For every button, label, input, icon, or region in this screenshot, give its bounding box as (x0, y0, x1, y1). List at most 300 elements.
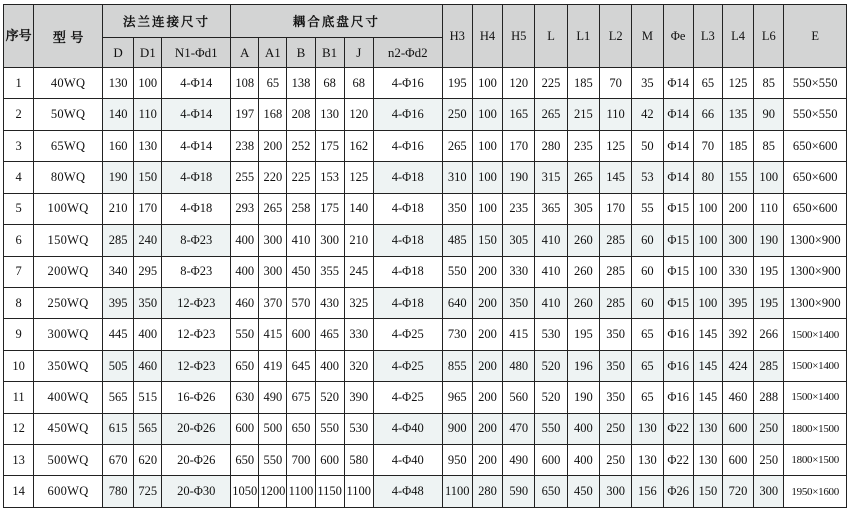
m-cell: 50 (632, 130, 663, 161)
l2-cell: 145 (599, 162, 631, 193)
b1-cell: 520 (315, 382, 344, 413)
a-cell: 108 (231, 68, 259, 99)
phi-e-cell: Φ15 (663, 225, 693, 256)
n1-phi-d1-cell: 20-Φ26 (162, 445, 231, 476)
h3-cell: 855 (442, 350, 472, 381)
e-cell: 650×600 (784, 162, 847, 193)
j-cell: 120 (344, 99, 373, 130)
e-cell: 550×550 (784, 68, 847, 99)
h5-cell: 590 (503, 476, 535, 508)
l-cell: 225 (535, 68, 567, 99)
col-header-phi-e: Φe (663, 5, 693, 68)
h4-cell: 100 (472, 162, 502, 193)
h4-cell: 100 (472, 193, 502, 224)
a1-cell: 490 (259, 382, 287, 413)
l2-cell: 285 (599, 287, 631, 318)
l-cell: 520 (535, 382, 567, 413)
a1-cell: 265 (259, 193, 287, 224)
h4-cell: 200 (472, 445, 502, 476)
model-cell: 300WQ (34, 319, 103, 350)
l3-cell: 145 (693, 350, 722, 381)
l3-cell: 100 (693, 193, 722, 224)
n1-phi-d1-cell: 4-Φ18 (162, 193, 231, 224)
h4-cell: 200 (472, 350, 502, 381)
n2-phi-d2-cell: 4-Φ18 (373, 225, 442, 256)
a1-cell: 419 (259, 350, 287, 381)
m-cell: 156 (632, 476, 663, 508)
n2-phi-d2-cell: 4-Φ40 (373, 413, 442, 444)
l3-cell: 145 (693, 319, 722, 350)
d-cell: 190 (102, 162, 133, 193)
j-cell: 320 (344, 350, 373, 381)
b-cell: 650 (287, 413, 315, 444)
l1-cell: 195 (567, 319, 599, 350)
d-cell: 445 (102, 319, 133, 350)
l1-cell: 450 (567, 476, 599, 508)
col-header-b1: B1 (315, 38, 344, 68)
model-cell: 400WQ (34, 382, 103, 413)
l1-cell: 185 (567, 68, 599, 99)
m-cell: 35 (632, 68, 663, 99)
a1-cell: 1200 (259, 476, 287, 508)
l4-cell: 460 (722, 382, 753, 413)
n1-phi-d1-cell: 12-Φ23 (162, 287, 231, 318)
seq-cell: 12 (4, 413, 34, 444)
l4-cell: 720 (722, 476, 753, 508)
h4-cell: 150 (472, 225, 502, 256)
m-cell: 55 (632, 193, 663, 224)
table-body (4, 68, 847, 508)
d1-cell: 100 (134, 68, 162, 99)
a1-cell: 550 (259, 445, 287, 476)
col-header-l1: L1 (567, 5, 599, 68)
phi-e-cell: Φ15 (663, 193, 693, 224)
a-cell: 650 (231, 445, 259, 476)
col-header-d: D (102, 38, 133, 68)
l3-cell: 65 (693, 68, 722, 99)
a1-cell: 168 (259, 99, 287, 130)
a-cell: 197 (231, 99, 259, 130)
b1-cell: 355 (315, 256, 344, 287)
b1-cell: 175 (315, 193, 344, 224)
m-cell: 53 (632, 162, 663, 193)
l-cell: 600 (535, 445, 567, 476)
b1-cell: 300 (315, 225, 344, 256)
n2-phi-d2-cell: 4-Φ25 (373, 382, 442, 413)
b1-cell: 600 (315, 445, 344, 476)
a-cell: 255 (231, 162, 259, 193)
seq-cell: 13 (4, 445, 34, 476)
b1-cell: 175 (315, 130, 344, 161)
seq-cell: 4 (4, 162, 34, 193)
n2-phi-d2-cell: 4-Φ48 (373, 476, 442, 508)
e-cell: 1800×1500 (784, 445, 847, 476)
a-cell: 460 (231, 287, 259, 318)
h3-cell: 350 (442, 193, 472, 224)
b-cell: 600 (287, 319, 315, 350)
e-cell: 1950×1600 (784, 476, 847, 508)
a1-cell: 220 (259, 162, 287, 193)
table-row (4, 193, 847, 224)
d1-cell: 400 (134, 319, 162, 350)
d1-cell: 350 (134, 287, 162, 318)
phi-e-cell: Φ16 (663, 382, 693, 413)
b1-cell: 465 (315, 319, 344, 350)
h4-cell: 200 (472, 382, 502, 413)
a1-cell: 200 (259, 130, 287, 161)
b-cell: 1100 (287, 476, 315, 508)
h5-cell: 170 (503, 130, 535, 161)
b1-cell: 550 (315, 413, 344, 444)
h3-cell: 950 (442, 445, 472, 476)
a1-cell: 370 (259, 287, 287, 318)
model-cell: 80WQ (34, 162, 103, 193)
b-cell: 700 (287, 445, 315, 476)
col-header-l3: L3 (693, 5, 722, 68)
l1-cell: 265 (567, 162, 599, 193)
l6-cell: 100 (754, 162, 784, 193)
h3-cell: 485 (442, 225, 472, 256)
h3-cell: 195 (442, 68, 472, 99)
phi-e-cell: Φ26 (663, 476, 693, 508)
b-cell: 252 (287, 130, 315, 161)
h4-cell: 200 (472, 413, 502, 444)
d1-cell: 515 (134, 382, 162, 413)
h4-cell: 200 (472, 256, 502, 287)
seq-cell: 1 (4, 68, 34, 99)
a-cell: 630 (231, 382, 259, 413)
b-cell: 675 (287, 382, 315, 413)
n2-phi-d2-cell: 4-Φ18 (373, 256, 442, 287)
d1-cell: 130 (134, 130, 162, 161)
n2-phi-d2-cell: 4-Φ16 (373, 68, 442, 99)
d1-cell: 725 (134, 476, 162, 508)
col-header-n1-phi-d1: N1-Φd1 (162, 38, 231, 68)
a1-cell: 300 (259, 256, 287, 287)
model-cell: 40WQ (34, 68, 103, 99)
m-cell: 60 (632, 225, 663, 256)
h4-cell: 100 (472, 68, 502, 99)
l3-cell: 130 (693, 413, 722, 444)
b1-cell: 1150 (315, 476, 344, 508)
l1-cell: 196 (567, 350, 599, 381)
d-cell: 285 (102, 225, 133, 256)
h3-cell: 640 (442, 287, 472, 318)
col-header-d1: D1 (134, 38, 162, 68)
a1-cell: 65 (259, 68, 287, 99)
seq-header: 序号 (4, 5, 34, 68)
l6-cell: 85 (754, 68, 784, 99)
seq-cell: 5 (4, 193, 34, 224)
j-cell: 125 (344, 162, 373, 193)
l2-cell: 170 (599, 193, 631, 224)
l2-cell: 250 (599, 413, 631, 444)
model-header: 型 号 (34, 5, 103, 68)
h3-cell: 310 (442, 162, 472, 193)
j-cell: 530 (344, 413, 373, 444)
e-cell: 1500×1400 (784, 382, 847, 413)
a1-cell: 300 (259, 225, 287, 256)
j-cell: 210 (344, 225, 373, 256)
b-cell: 450 (287, 256, 315, 287)
b1-cell: 400 (315, 350, 344, 381)
a-cell: 400 (231, 225, 259, 256)
col-header-l2: L2 (599, 5, 631, 68)
model-cell: 600WQ (34, 476, 103, 508)
d1-cell: 565 (134, 413, 162, 444)
n1-phi-d1-cell: 4-Φ18 (162, 162, 231, 193)
l2-cell: 110 (599, 99, 631, 130)
l3-cell: 100 (693, 256, 722, 287)
seq-cell: 11 (4, 382, 34, 413)
h5-cell: 415 (503, 319, 535, 350)
l6-cell: 250 (754, 445, 784, 476)
phi-e-cell: Φ14 (663, 99, 693, 130)
phi-e-cell: Φ15 (663, 287, 693, 318)
model-cell: 50WQ (34, 99, 103, 130)
l1-cell: 260 (567, 225, 599, 256)
l2-cell: 285 (599, 256, 631, 287)
phi-e-cell: Φ16 (663, 319, 693, 350)
l3-cell: 80 (693, 162, 722, 193)
b1-cell: 68 (315, 68, 344, 99)
l4-cell: 155 (722, 162, 753, 193)
j-cell: 390 (344, 382, 373, 413)
a-cell: 1050 (231, 476, 259, 508)
n1-phi-d1-cell: 20-Φ26 (162, 413, 231, 444)
h5-cell: 490 (503, 445, 535, 476)
h3-cell: 900 (442, 413, 472, 444)
l-cell: 365 (535, 193, 567, 224)
l6-cell: 285 (754, 350, 784, 381)
d1-cell: 295 (134, 256, 162, 287)
col-header-n2-phi-d2: n2-Φd2 (373, 38, 442, 68)
l1-cell: 260 (567, 256, 599, 287)
d1-cell: 170 (134, 193, 162, 224)
table-row (4, 225, 847, 256)
table-row (4, 287, 847, 318)
a-cell: 293 (231, 193, 259, 224)
table-row (4, 413, 847, 444)
d1-cell: 460 (134, 350, 162, 381)
h5-cell: 305 (503, 225, 535, 256)
m-cell: 60 (632, 256, 663, 287)
h5-cell: 470 (503, 413, 535, 444)
l-cell: 650 (535, 476, 567, 508)
m-cell: 60 (632, 287, 663, 318)
l6-cell: 90 (754, 99, 784, 130)
l-cell: 410 (535, 256, 567, 287)
b1-cell: 430 (315, 287, 344, 318)
l1-cell: 305 (567, 193, 599, 224)
m-cell: 130 (632, 413, 663, 444)
b-cell: 570 (287, 287, 315, 318)
l6-cell: 190 (754, 225, 784, 256)
n1-phi-d1-cell: 4-Φ14 (162, 68, 231, 99)
l1-cell: 400 (567, 413, 599, 444)
seq-cell: 2 (4, 99, 34, 130)
table-row (4, 382, 847, 413)
b-cell: 258 (287, 193, 315, 224)
d1-cell: 110 (134, 99, 162, 130)
m-cell: 65 (632, 382, 663, 413)
model-cell: 450WQ (34, 413, 103, 444)
seq-cell: 9 (4, 319, 34, 350)
h5-cell: 190 (503, 162, 535, 193)
n1-phi-d1-cell: 8-Φ23 (162, 225, 231, 256)
e-cell: 1300×900 (784, 256, 847, 287)
l-cell: 530 (535, 319, 567, 350)
d-cell: 670 (102, 445, 133, 476)
h5-cell: 480 (503, 350, 535, 381)
b-cell: 138 (287, 68, 315, 99)
coupling-group-header: 耦合底盘尺寸 (231, 5, 443, 38)
col-header-h5: H5 (503, 5, 535, 68)
l4-cell: 200 (722, 193, 753, 224)
j-cell: 162 (344, 130, 373, 161)
phi-e-cell: Φ16 (663, 350, 693, 381)
j-cell: 140 (344, 193, 373, 224)
e-cell: 1800×1500 (784, 413, 847, 444)
l6-cell: 300 (754, 476, 784, 508)
n1-phi-d1-cell: 12-Φ23 (162, 350, 231, 381)
l3-cell: 70 (693, 130, 722, 161)
col-header-b: B (287, 38, 315, 68)
m-cell: 65 (632, 350, 663, 381)
model-cell: 65WQ (34, 130, 103, 161)
h5-cell: 120 (503, 68, 535, 99)
l4-cell: 125 (722, 68, 753, 99)
col-header-h3: H3 (442, 5, 472, 68)
n2-phi-d2-cell: 4-Φ18 (373, 287, 442, 318)
col-header-a: A (231, 38, 259, 68)
l2-cell: 350 (599, 350, 631, 381)
l4-cell: 300 (722, 225, 753, 256)
h3-cell: 730 (442, 319, 472, 350)
l4-cell: 330 (722, 256, 753, 287)
model-cell: 150WQ (34, 225, 103, 256)
l4-cell: 600 (722, 445, 753, 476)
l2-cell: 285 (599, 225, 631, 256)
l3-cell: 145 (693, 382, 722, 413)
h5-cell: 165 (503, 99, 535, 130)
d-cell: 565 (102, 382, 133, 413)
l4-cell: 392 (722, 319, 753, 350)
col-header-e: E (784, 5, 847, 68)
table-row (4, 256, 847, 287)
l-cell: 410 (535, 287, 567, 318)
h5-cell: 330 (503, 256, 535, 287)
table-header (4, 5, 847, 68)
l1-cell: 260 (567, 287, 599, 318)
a1-cell: 415 (259, 319, 287, 350)
model-cell: 200WQ (34, 256, 103, 287)
n2-phi-d2-cell: 4-Φ25 (373, 350, 442, 381)
n1-phi-d1-cell: 12-Φ23 (162, 319, 231, 350)
l4-cell: 185 (722, 130, 753, 161)
d-cell: 505 (102, 350, 133, 381)
e-cell: 650×600 (784, 130, 847, 161)
header-row-1 (4, 5, 847, 38)
h3-cell: 1100 (442, 476, 472, 508)
d-cell: 130 (102, 68, 133, 99)
l3-cell: 130 (693, 445, 722, 476)
l-cell: 520 (535, 350, 567, 381)
model-cell: 250WQ (34, 287, 103, 318)
n2-phi-d2-cell: 4-Φ16 (373, 130, 442, 161)
n1-phi-d1-cell: 4-Φ14 (162, 130, 231, 161)
e-cell: 1500×1400 (784, 350, 847, 381)
j-cell: 580 (344, 445, 373, 476)
flange-group-header: 法兰连接尺寸 (102, 5, 230, 38)
j-cell: 330 (344, 319, 373, 350)
phi-e-cell: Φ14 (663, 130, 693, 161)
l1-cell: 215 (567, 99, 599, 130)
l2-cell: 250 (599, 445, 631, 476)
l2-cell: 125 (599, 130, 631, 161)
l1-cell: 235 (567, 130, 599, 161)
col-header-l6: L6 (754, 5, 784, 68)
pump-dimension-table (3, 4, 847, 508)
n2-phi-d2-cell: 4-Φ16 (373, 99, 442, 130)
n2-phi-d2-cell: 4-Φ18 (373, 162, 442, 193)
col-header-a1: A1 (259, 38, 287, 68)
b-cell: 645 (287, 350, 315, 381)
j-cell: 325 (344, 287, 373, 318)
l-cell: 550 (535, 413, 567, 444)
table-row (4, 130, 847, 161)
seq-cell: 8 (4, 287, 34, 318)
d-cell: 160 (102, 130, 133, 161)
h5-cell: 560 (503, 382, 535, 413)
a-cell: 650 (231, 350, 259, 381)
l1-cell: 400 (567, 445, 599, 476)
n1-phi-d1-cell: 8-Φ23 (162, 256, 231, 287)
l3-cell: 100 (693, 287, 722, 318)
h4-cell: 200 (472, 319, 502, 350)
e-cell: 1300×900 (784, 287, 847, 318)
phi-e-cell: Φ22 (663, 445, 693, 476)
seq-cell: 14 (4, 476, 34, 508)
l3-cell: 150 (693, 476, 722, 508)
l6-cell: 288 (754, 382, 784, 413)
l1-cell: 190 (567, 382, 599, 413)
l-cell: 410 (535, 225, 567, 256)
h3-cell: 965 (442, 382, 472, 413)
d-cell: 140 (102, 99, 133, 130)
d1-cell: 620 (134, 445, 162, 476)
e-cell: 1500×1400 (784, 319, 847, 350)
model-cell: 350WQ (34, 350, 103, 381)
table-row (4, 476, 847, 508)
seq-cell: 3 (4, 130, 34, 161)
table-row (4, 99, 847, 130)
col-header-l: L (535, 5, 567, 68)
table-row (4, 445, 847, 476)
l4-cell: 135 (722, 99, 753, 130)
m-cell: 42 (632, 99, 663, 130)
n2-phi-d2-cell: 4-Φ25 (373, 319, 442, 350)
phi-e-cell: Φ15 (663, 256, 693, 287)
seq-cell: 10 (4, 350, 34, 381)
m-cell: 130 (632, 445, 663, 476)
table-row (4, 319, 847, 350)
l6-cell: 195 (754, 287, 784, 318)
h4-cell: 280 (472, 476, 502, 508)
d-cell: 395 (102, 287, 133, 318)
l6-cell: 85 (754, 130, 784, 161)
seq-cell: 7 (4, 256, 34, 287)
